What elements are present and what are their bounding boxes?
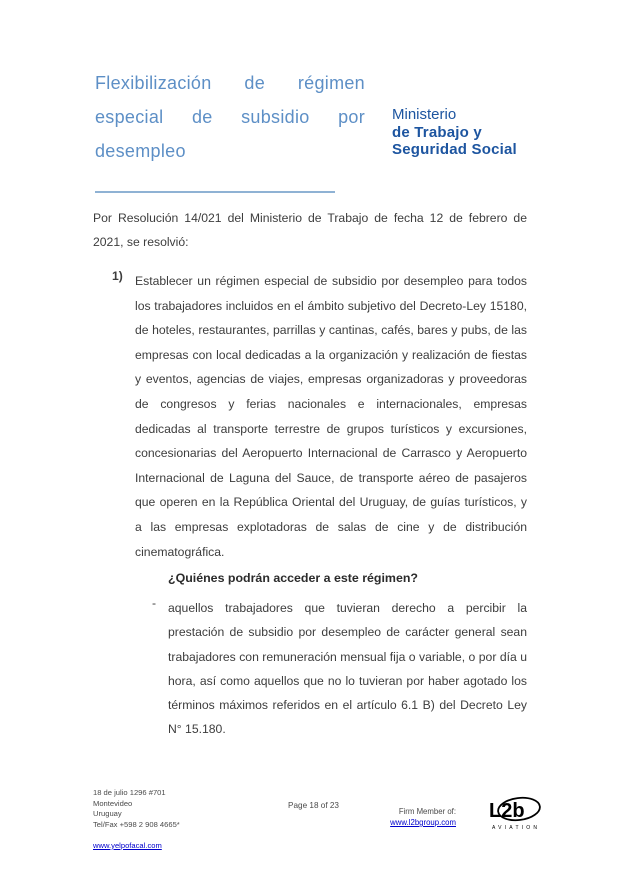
footer-address-line: 18 de julio 1296 #701: [93, 788, 166, 797]
l2bgroup-link[interactable]: www.l2bgroup.com: [390, 818, 456, 827]
l2b-aviation-logo: [486, 796, 542, 839]
firm-member-block: [360, 806, 456, 828]
l2b-logo-text: L2b: [489, 800, 525, 822]
numbered-list-item: [112, 269, 527, 564]
intro-paragraph: Por Resolución 14/021 del Ministerio de Trabajo de fecha 12 de febrero de 2021, se resolvió:: [93, 211, 527, 249]
ministry-logo-line1: Ministerio: [392, 106, 457, 123]
footer-address-line: Tel/Fax +598 2 908 4665*: [93, 819, 180, 829]
dash-item-text: aquellos trabajadores que tuvieran derecho a percibir la prestación de subsidio por desempleo de carácter general sean trabajadores con remuneración mensual fija o variable, o por día u hora, así como aquellos que no lo tuvieran por haber agotado los términos máximos referidos en el artículo 6.1 B) del Decreto Ley N° 15.180.: [168, 601, 527, 737]
list-item-text: Establecer un régimen especial de subsidio por desempleo para todos los trabajadores incluidos en el ámbito subjetivo del Decreto-Ley 15180, de hoteles, restaurantes, parrillas y cantinas, cafés, bares y pubs, de las empresas con local dedicadas a la organización y realización de fiestas y eventos, agencias de viajes, empresas organizadoras y proveedoras de congresos y ferias nacionales e internacionales, empresas dedicadas al transporte terrestre de grupos turísticos y excursiones, concesionarias del Aeropuerto Internacional de Carrasco y Aeropuerto Internacional de Laguna del Sauce, de transporte aéreo de pasajeros que operen en la República Oriental del Uruguay, de guías turísticos, y a las empresas explotadoras de salas de cine y de distribución cinematográfica.: [135, 274, 527, 559]
footer-address-line: Uruguay: [93, 809, 122, 818]
firm-member-label: Firm Member of:: [398, 807, 456, 816]
l2b-logo-subtext: AVIATION: [492, 825, 541, 831]
ministry-logo-line2: de Trabajo y: [392, 123, 482, 141]
page-number: Page 18 of 23: [288, 801, 339, 810]
list-marker: 1): [112, 269, 123, 283]
ministry-logo-line3: Seguridad Social: [392, 141, 517, 158]
firm-website-link[interactable]: www.yelpofacal.com: [93, 841, 162, 850]
footer-address: [93, 788, 180, 830]
question-heading: ¿Quiénes podrán acceder a este régimen?: [168, 571, 418, 585]
title-underline: [95, 191, 335, 193]
l2b-aviation-logo-icon: [486, 796, 542, 834]
dash-marker: -: [152, 596, 157, 610]
footer-address-line: Montevideo: [93, 798, 133, 808]
dash-list-item: [152, 596, 527, 742]
page-title: Flexibilización de régimen especial de subsidio por desempleo: [95, 73, 365, 161]
ministry-logo: [392, 106, 517, 159]
